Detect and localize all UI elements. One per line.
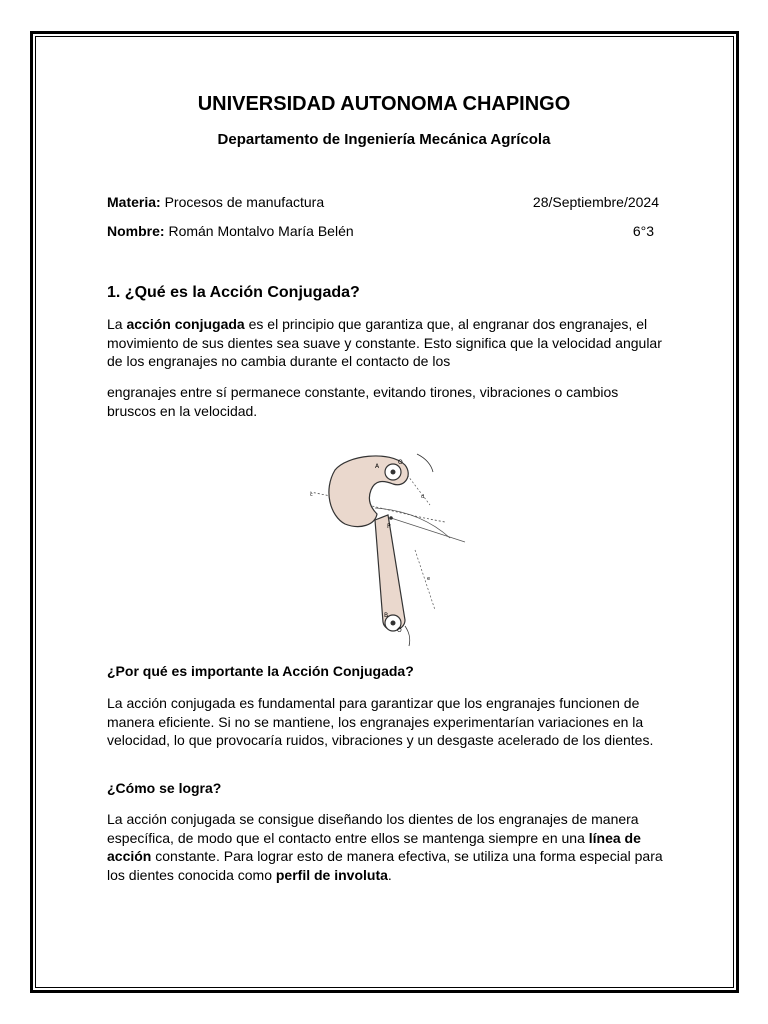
subject-value: Procesos de manufactura: [164, 194, 325, 210]
label-p: P: [387, 523, 391, 530]
university-title: UNIVERSIDAD AUTONOMA CHAPINGO: [197, 93, 571, 115]
definition-text-c: es el principio que garantiza que, al engranar dos engranajes, el movimiento de sus dientes sea suave y constante. Esto significa que la velocidad angular de los engranajes no cambia durante el contacto de los: [107, 316, 662, 369]
label-c: c: [310, 492, 313, 498]
how-paragraph: [107, 810, 667, 884]
definition-paragraph: [107, 315, 667, 371]
how-text-1: La acción conjugada se consigue diseñando los dientes de los engranajes de manera específica, de modo que el contacto entre ellos se mantenga siempre en una: [107, 811, 639, 846]
department-title: Departamento de Ingeniería Mecánica Agrícola: [217, 131, 551, 148]
group: 6°3: [632, 223, 654, 239]
date: 28/Septiembre/2024: [532, 194, 659, 210]
continuation-paragraph: engranajes entre sí permanece constante, evitando tirones, vibraciones o cambios bruscos en la velocidad.: [107, 384, 619, 419]
name-line: [107, 223, 354, 239]
label-b: B: [384, 612, 389, 619]
subject-line: [107, 194, 324, 210]
name-value: Román Montalvo María Belén: [168, 223, 354, 239]
label-o-bottom: O: [397, 627, 402, 634]
how-text-5: .: [387, 866, 392, 883]
line-of-action-term: línea de acción: [107, 829, 641, 864]
subject-label: Materia:: [107, 194, 161, 210]
label-a: A: [375, 463, 380, 470]
how-text-3: constante. Para lograr esto de manera efectiva, se utiliza una forma especial para los dientes conocida como: [107, 848, 663, 883]
label-e: e: [427, 576, 431, 582]
definition-term: acción conjugada: [126, 316, 245, 332]
importance-heading: ¿Por qué es importante la Acción Conjugada?: [107, 663, 414, 679]
involute-profile-term: perfil de involuta: [275, 866, 388, 883]
how-heading: ¿Cómo se logra?: [107, 780, 222, 796]
importance-paragraph: La acción conjugada es fundamental para garantizar que los engranajes funcionen de manera eficiente. Si no se mantiene, los engranajes experimentarían variaciones en la velocidad, lo que provocaría ruidos, vibraciones y un desgaste acelerado de los dientes.: [107, 695, 654, 748]
label-o-top: O: [398, 459, 403, 466]
gear-diagram: [305, 450, 475, 650]
definition-text-a: La: [107, 316, 127, 332]
name-label: Nombre:: [107, 223, 165, 239]
section-heading: 1. ¿Qué es la Acción Conjugada?: [107, 284, 360, 301]
label-d: d: [421, 494, 425, 500]
